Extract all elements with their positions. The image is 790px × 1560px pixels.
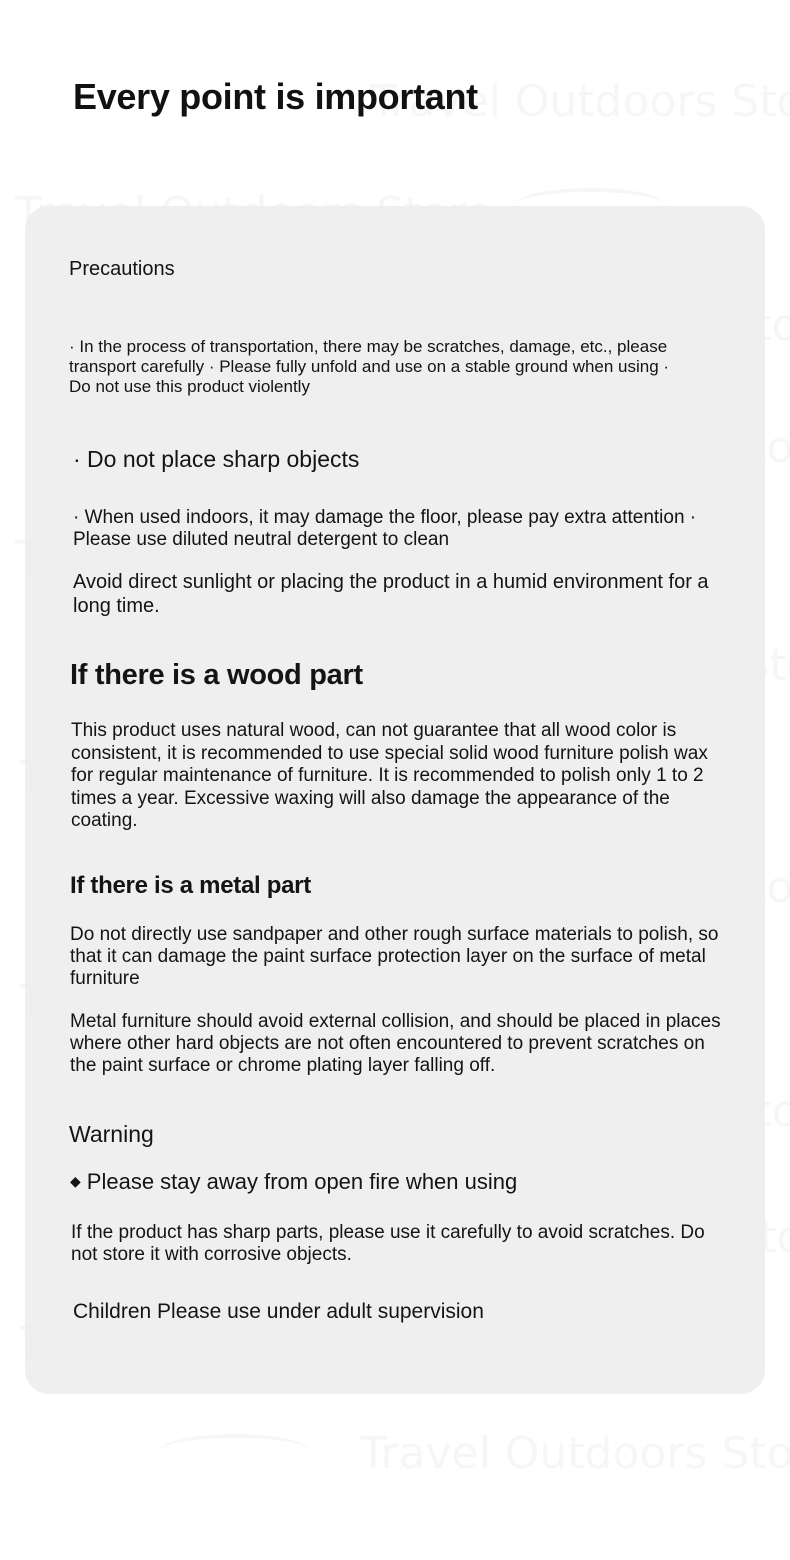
open-fire-text: Please stay away from open fire when using xyxy=(86,1169,518,1194)
page-title: Every point is important xyxy=(73,76,478,117)
children-supervision-line: Children Please use under adult supervision xyxy=(73,1300,484,1323)
watermark-text xyxy=(360,1428,790,1479)
open-fire-line xyxy=(70,1169,517,1195)
wood-heading: If there is a wood part xyxy=(70,659,363,691)
wood-paragraph: This product uses natural wood, can not guarantee that all wood color is consistent, it is recommended to use special solid wood furniture polish wax for regular maintenance of furniture. It is recommended to polish only 1 to 2 times a year. Excessive waxing will also damage the appearance of the coating. xyxy=(71,720,708,831)
watermark-logo xyxy=(160,1434,310,1468)
metal-paragraph-collision: Metal furniture should avoid external collision, and should be placed in places where other hard objects are not often encountered to prevent scratches on the paint surface or chrome plating layer falling off. xyxy=(70,1011,721,1076)
precautions-label: Precautions xyxy=(69,258,175,280)
warning-label: Warning xyxy=(69,1121,154,1147)
indoors-paragraph: · When used indoors, it may damage the floor, please pay extra attention · Please use diluted neutral detergent to clean xyxy=(73,507,697,550)
sunlight-paragraph: Avoid direct sunlight or placing the product in a humid environment for a long time. xyxy=(73,571,709,617)
metal-paragraph-polish: Do not directly use sandpaper and other rough surface materials to polish, so that it can damage the paint surface protection layer on the surface of metal furniture xyxy=(70,924,719,989)
sharp-parts-paragraph: If the product has sharp parts, please use it carefully to avoid scratches. Do not store it with corrosive objects. xyxy=(71,1222,705,1265)
metal-heading: If there is a metal part xyxy=(70,872,311,899)
transport-paragraph: · In the process of transportation, there may be scratches, damage, etc., please transport carefully · Please fully unfold and use on a stable ground when using · Do not use this product violently xyxy=(69,337,670,396)
sharp-objects-line: · Do not place sharp objects xyxy=(73,446,360,472)
diamond-bullet-icon: ◆ xyxy=(70,1173,81,1189)
